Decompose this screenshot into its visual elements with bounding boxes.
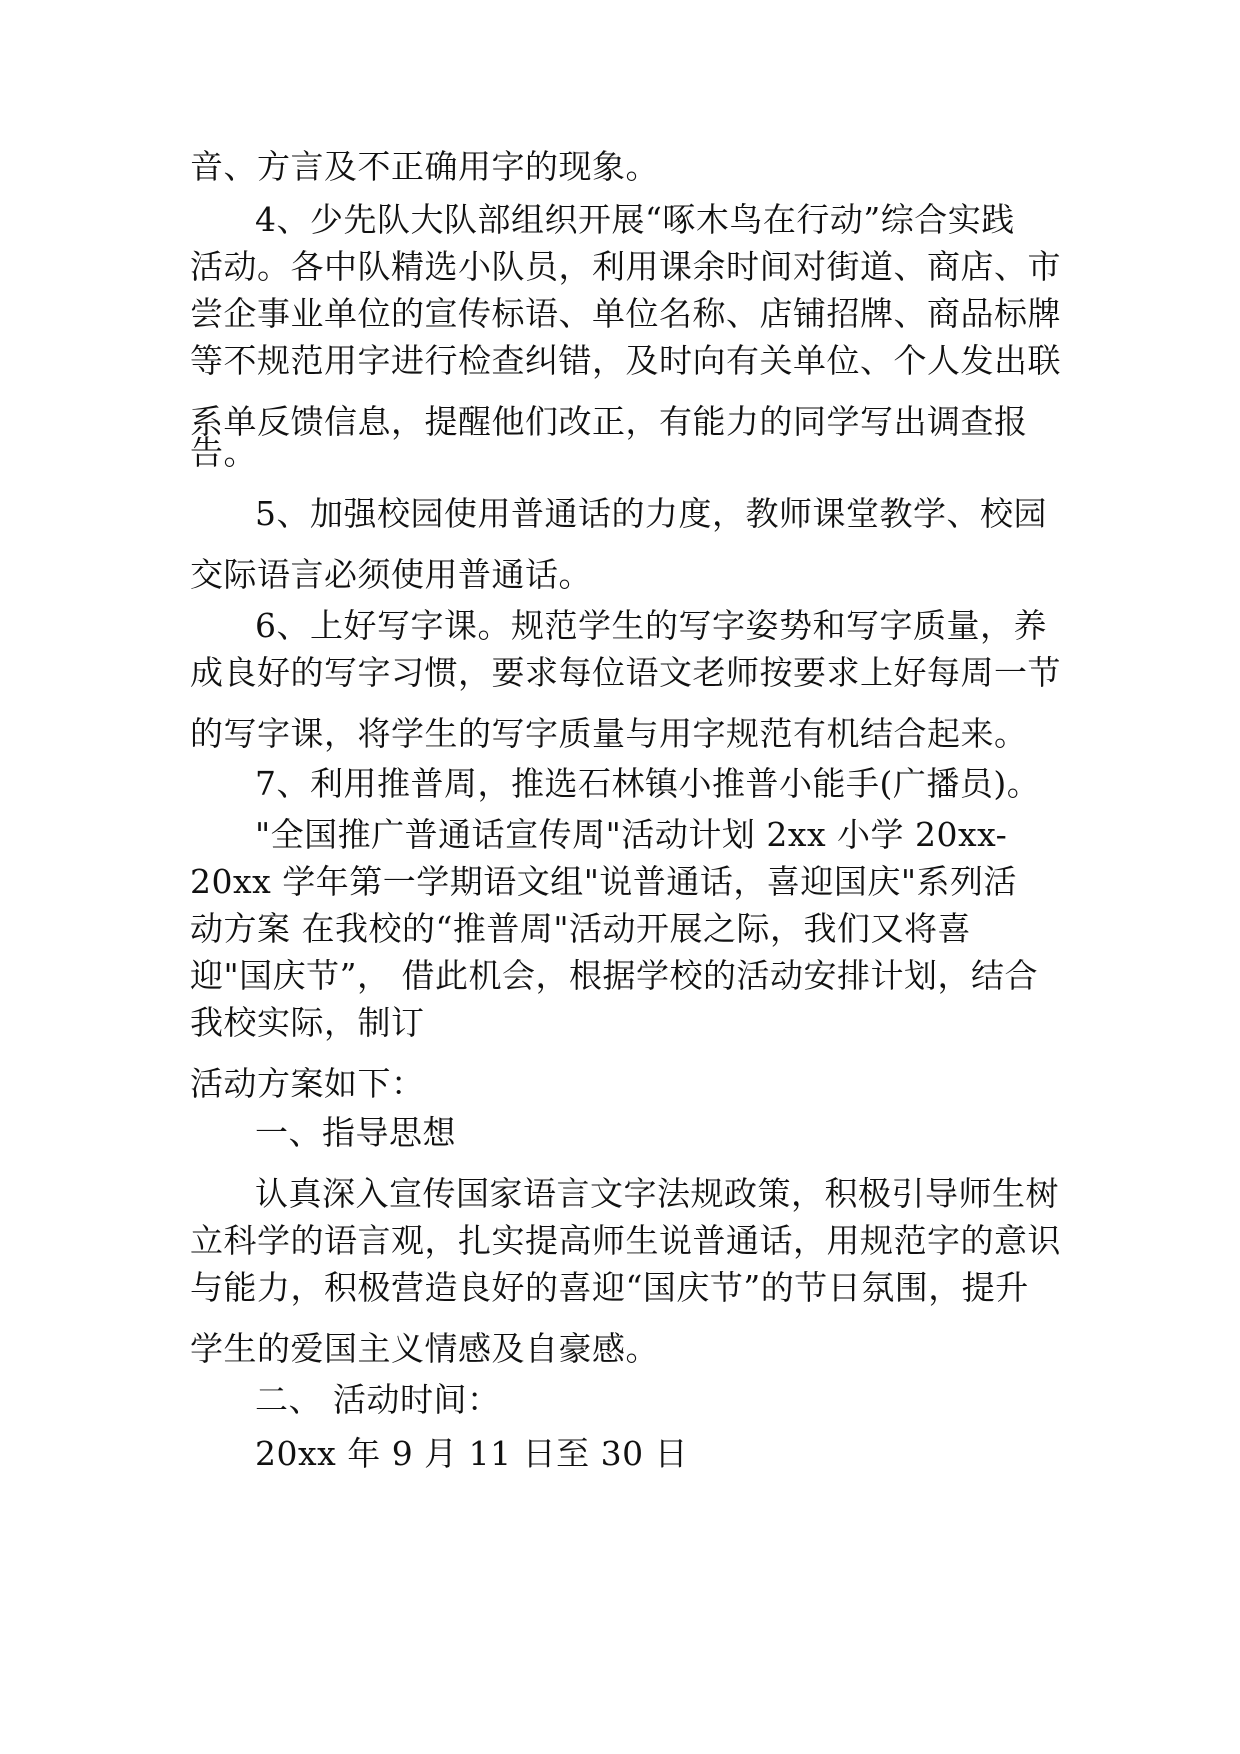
activity-date-range: 20xx 年 9 月 11 日至 30 日 xyxy=(255,1434,689,1473)
text-line: 的写字课，将学生的写字质量与用字规范有机结合起来。 xyxy=(190,714,1028,753)
paragraph-item-4: 4、少先队大队部组织开展“啄木鸟在行动”综合实践 xyxy=(255,200,1015,239)
plan-title-line: "全国推广普通话宣传周"活动计划 2xx 小学 20xx- xyxy=(255,815,1008,854)
text-line: 立科学的语言观，扎实提高师生说普通话，用规范字的意识 xyxy=(190,1221,1061,1260)
text-line: 我校实际，制订 xyxy=(190,1003,425,1042)
text-line: 20xx 学年第一学期语文组"说普通话，喜迎国庆"系列活 xyxy=(190,862,1018,901)
paragraph-item-6: 6、上好写字课。规范学生的写字姿势和写字质量，养 xyxy=(255,606,1047,645)
text-line: 告。 xyxy=(190,433,257,472)
text-line: 成良好的写字习惯，要求每位语文老师按要求上好每周一节 xyxy=(190,653,1061,692)
paragraph-item-5: 5、加强校园使用普通话的力度，教师课堂教学、校园 xyxy=(255,494,1047,533)
paragraph-item-7: 7、利用推普周，推选石林镇小推普小能手(广播员)。 xyxy=(255,764,1041,803)
text-line: 活动。各中队精选小队员，利用课余时间对街道、商店、市 xyxy=(190,247,1061,286)
text-line: 活动方案如下： xyxy=(190,1064,425,1103)
text-line: 学生的爱国主义情感及自豪感。 xyxy=(190,1329,659,1368)
text-line: 系单反馈信息，提醒他们改正，有能力的同学写出调查报 xyxy=(190,402,1028,441)
text-line: 音、方言及不正确用字的现象。 xyxy=(190,147,659,186)
text-line: 尝企事业单位的宣传标语、单位名称、店铺招牌、商品标牌 xyxy=(190,294,1061,333)
section-heading-activity-time: 二、 活动时间： xyxy=(255,1380,501,1419)
text-line: 交际语言必须使用普通话。 xyxy=(190,555,592,594)
text-line: 认真深入宣传国家语言文字法规政策，积极引导师生树 xyxy=(255,1174,1059,1213)
text-line: 动方案 在我校的“推普周"活动开展之际，我们又将喜 xyxy=(190,909,972,948)
text-line: 等不规范用字进行检查纠错，及时向有关单位、个人发出联 xyxy=(190,341,1061,380)
text-line: 与能力，积极营造良好的喜迎“国庆节”的节日氛围，提升 xyxy=(190,1268,1029,1307)
text-line: 迎"国庆节”， 借此机会，根据学校的活动安排计划，结合 xyxy=(190,956,1039,995)
section-heading-guiding-ideology: 一、指导思想 xyxy=(255,1113,456,1152)
